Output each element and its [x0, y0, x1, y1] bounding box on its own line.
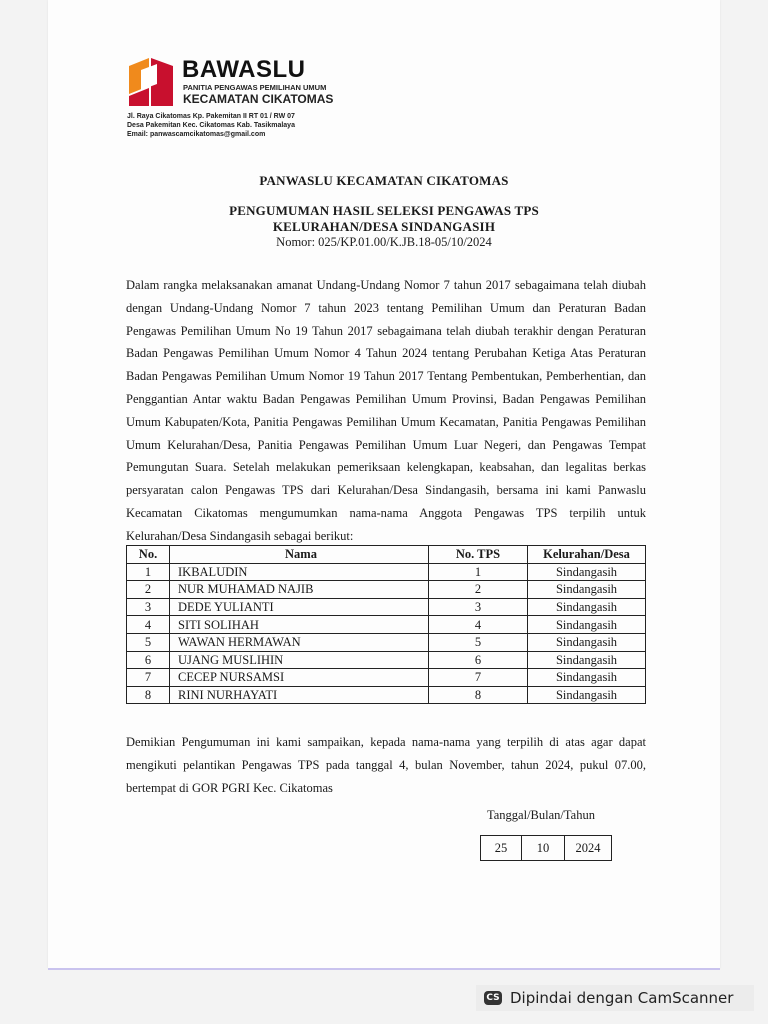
address-line-1: Jl. Raya Cikatomas Kp. Pakemitan II RT 01 / RW 07 [127, 113, 295, 120]
cell-tps: 1 [429, 563, 528, 581]
table-header-row [127, 546, 646, 564]
camscanner-logo-icon: CS [484, 991, 502, 1005]
cell-tps: 3 [429, 598, 528, 616]
document-number: Nomor: 025/KP.01.00/K.JB.18-05/10/2024 [276, 235, 492, 249]
cell-nama: RINI NURHAYATI [170, 686, 429, 704]
camscanner-text: Dipindai dengan CamScanner [510, 989, 734, 1007]
cell-nama: DEDE YULIANTI [170, 598, 429, 616]
cell-tps: 5 [429, 633, 528, 651]
cell-nama: NUR MUHAMAD NAJIB [170, 581, 429, 599]
table-row [127, 669, 646, 687]
cell-tps: 8 [429, 686, 528, 704]
date-month: 10 [522, 836, 565, 861]
cell-kelurahan: Sindangasih [528, 616, 646, 634]
cell-no: 3 [127, 598, 170, 616]
cell-kelurahan: Sindangasih [528, 669, 646, 687]
date-day: 25 [481, 836, 522, 861]
cell-kelurahan: Sindangasih [528, 598, 646, 616]
table-row [127, 581, 646, 599]
cell-no: 5 [127, 633, 170, 651]
org-subtitle: PANITIA PENGAWAS PEMILIHAN UMUM [183, 83, 327, 92]
cell-nama: SITI SOLIHAH [170, 616, 429, 634]
camscanner-watermark [476, 985, 754, 1011]
cell-nama: IKBALUDIN [170, 563, 429, 581]
col-header-no: No. [127, 546, 170, 564]
bawaslu-logo-icon [127, 56, 175, 108]
table-row [127, 616, 646, 634]
col-header-nama: Nama [170, 546, 429, 564]
org-name: BAWASLU [182, 56, 306, 83]
cell-nama: WAWAN HERMAWAN [170, 633, 429, 651]
cell-nama: UJANG MUSLIHIN [170, 651, 429, 669]
table-row [127, 598, 646, 616]
cell-kelurahan: Sindangasih [528, 563, 646, 581]
cell-nama: CECEP NURSAMSI [170, 669, 429, 687]
cell-tps: 2 [429, 581, 528, 599]
table-row [127, 651, 646, 669]
org-district: KECAMATAN CIKATOMAS [183, 92, 334, 106]
cell-tps: 6 [429, 651, 528, 669]
email-line: Email: panwascamcikatomas@gmail.com [127, 131, 266, 138]
cell-no: 4 [127, 616, 170, 634]
cell-tps: 7 [429, 669, 528, 687]
cell-tps: 4 [429, 616, 528, 634]
intro-paragraph: Dalam rangka melaksanakan amanat Undang-Undang Nomor 7 tahun 2017 sebagaimana telah diubah dengan Undang-Undang Nomor 7 tahun 2023 tentang Pemilihan Umum dan Peraturan Badan Pengawas Pemilihan Umum No 19 Tahun 2017 sebagaimana telah diubah terakhir dengan Peraturan Badan Pengawas Pemilihan Umum Nomor 4 Tahun 2024 tentang Perubahan Ketiga Atas Peraturan Badan Pengawas Pemilihan Umum Nomor 19 Tahun 2017 Tentang Pembentukan, Pemberhentian, dan Penggantian Antar waktu Badan Pengawas Pemilihan Umum Provinsi, Badan Pengawas Pemilihan Umum Kabupaten/Kota, Panitia Pengawas Pemilihan Umum Kecamatan, Panitia Pengawas Pemilihan Umum Kelurahan/Desa, Panitia Pengawas Pemilihan Umum Luar Negeri, dan Pengawas Tempat Pemungutan Suara. Setelah melakukan pemeriksaan kelengkapan, keabsahan, dan legalitas berkas persyaratan calon Pengawas TPS dari Kelurahan/Desa Sindangasih, bersama ini kami Panwaslu Kecamatan Cikatomas mengumumkan nama-nama Anggota Pengawas TPS terpilih untuk Kelurahan/Desa Sindangasih sebagai berikut: [126, 278, 646, 543]
cell-kelurahan: Sindangasih [528, 581, 646, 599]
date-label: Tanggal/Bulan/Tahun [487, 808, 595, 822]
cell-no: 7 [127, 669, 170, 687]
cell-kelurahan: Sindangasih [528, 686, 646, 704]
closing-paragraph: Demikian Pengumuman ini kami sampaikan, kepada nama-nama yang terpilih di atas agar dapat mengikuti pelantikan Pengawas TPS pada tanggal 4, bulan November, tahun 2024, pukul 07.00, bertempat di GOR PGRI Kec. Cikatomas [126, 735, 646, 795]
cell-no: 6 [127, 651, 170, 669]
page-edge [48, 968, 720, 970]
selection-table [126, 545, 646, 704]
cell-no: 1 [127, 563, 170, 581]
cell-no: 2 [127, 581, 170, 599]
date-box [480, 835, 612, 861]
date-year: 2024 [565, 836, 612, 861]
table-row [127, 633, 646, 651]
announcement-title: PENGUMUMAN HASIL SELEKSI PENGAWAS TPS [229, 203, 539, 218]
table-row [127, 563, 646, 581]
cell-kelurahan: Sindangasih [528, 651, 646, 669]
cell-kelurahan: Sindangasih [528, 633, 646, 651]
table-row [127, 686, 646, 704]
institution-title: PANWASLU KECAMATAN CIKATOMAS [259, 173, 509, 188]
col-header-tps: No. TPS [429, 546, 528, 564]
address-line-2: Desa Pakemitan Kec. Cikatomas Kab. Tasikmalaya [127, 122, 295, 129]
col-header-kelurahan: Kelurahan/Desa [528, 546, 646, 564]
cell-no: 8 [127, 686, 170, 704]
announcement-subtitle: KELURAHAN/DESA SINDANGASIH [272, 219, 496, 234]
